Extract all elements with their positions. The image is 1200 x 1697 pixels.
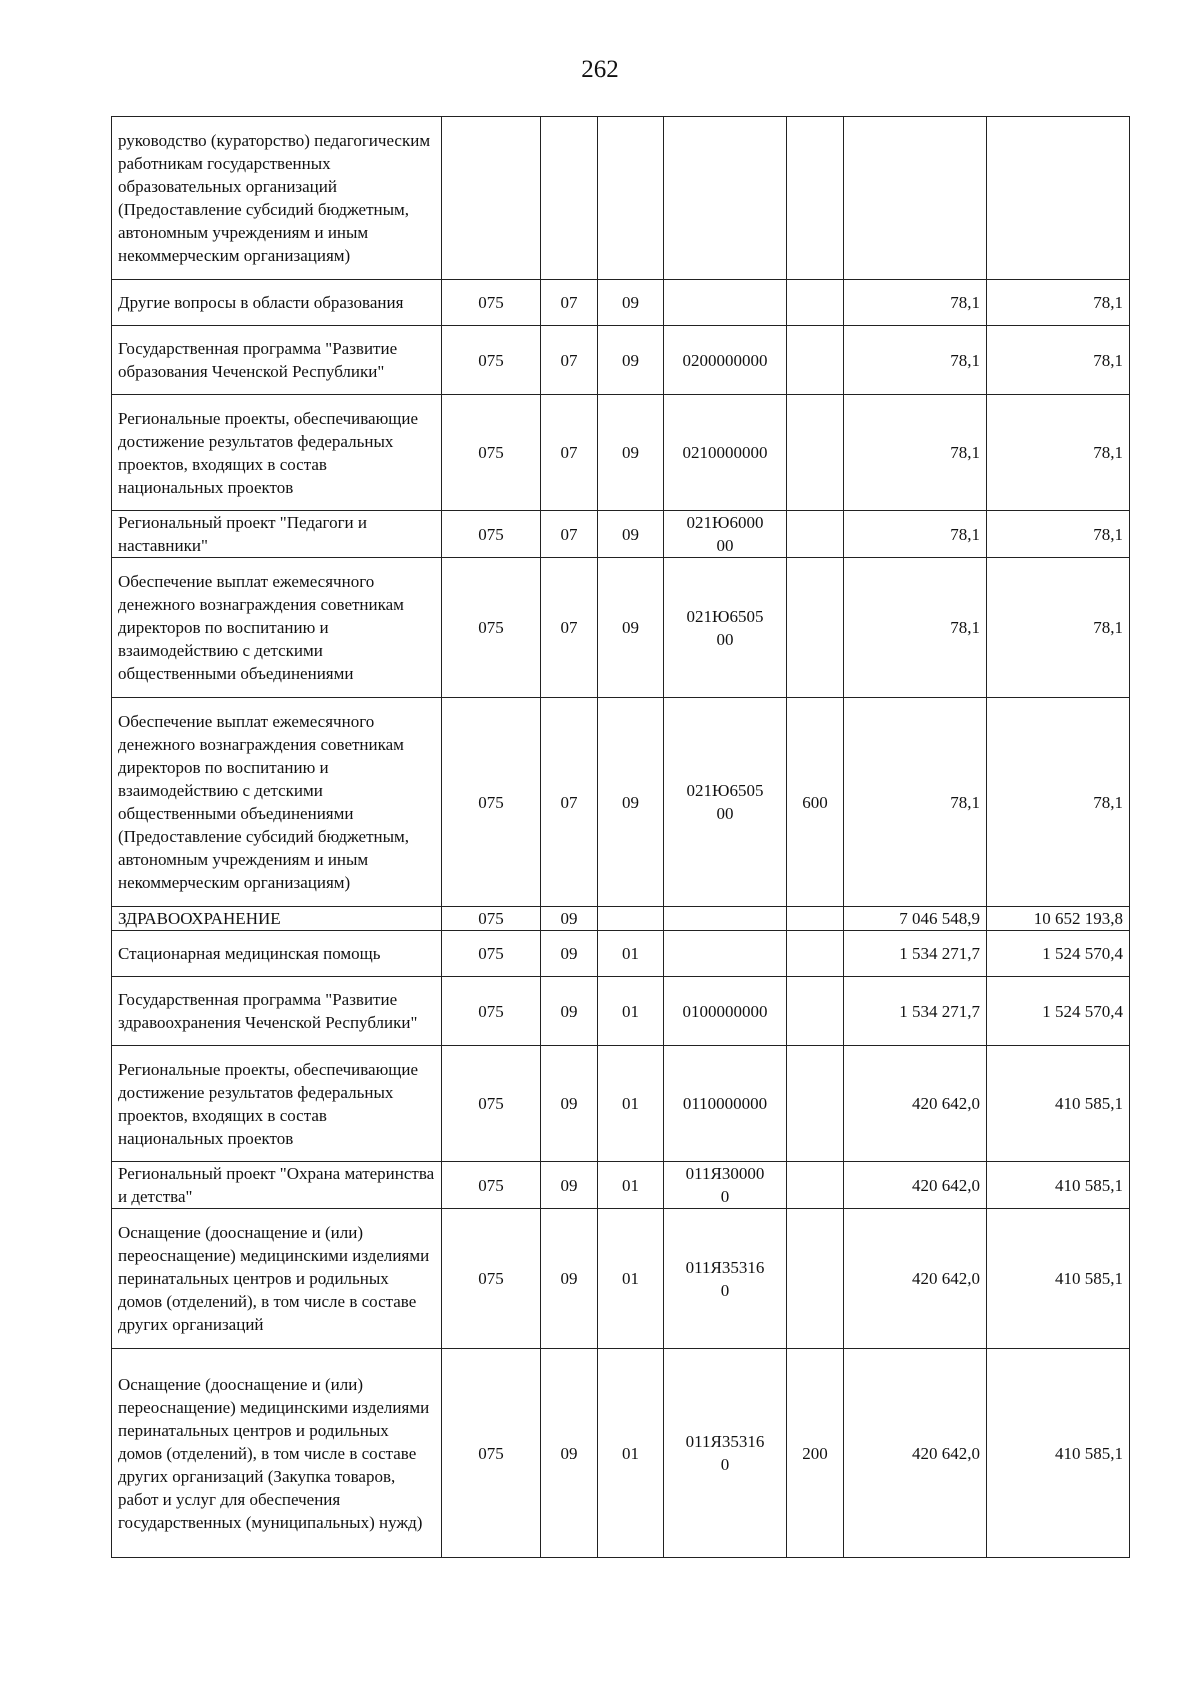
sum-year-2: 410 585,1 (987, 1349, 1130, 1558)
target-article-code-line-1: 0110000000 (682, 1094, 768, 1113)
table-row (112, 1349, 1130, 1558)
row-name: Обеспечение выплат ежемесячного денежного вознаграждения советникам директоров по воспитанию и взаимодействию с детскими общественными объединениями (Предоставление субсидий бюджетным, автономным учреждениям и иным некоммерческим организациям) (112, 698, 442, 907)
section-code: 07 (541, 326, 598, 395)
target-article-code-line-2: 0 (720, 1455, 730, 1474)
sum-year-1: 1 534 271,7 (844, 931, 987, 977)
subsection-code: 01 (598, 931, 664, 977)
section-code: 09 (541, 1162, 598, 1209)
sum-year-1 (844, 117, 987, 280)
row-name: Оснащение (дооснащение и (или) переоснащение) медицинскими изделиями перинатальных центров и родильных домов (отделений), в том числе в составе других организаций (Закупка товаров, работ и услуг для обеспечения государственных (муниципальных) нужд) (112, 1349, 442, 1558)
section-code: 07 (541, 280, 598, 326)
row-name: Стационарная медицинская помощь (112, 931, 442, 977)
ministry-code (442, 117, 541, 280)
section-code: 07 (541, 511, 598, 558)
sum-year-2: 78,1 (987, 280, 1130, 326)
row-name: Государственная программа "Развитие здравоохранения Чеченской Республики" (112, 977, 442, 1046)
section-code: 09 (541, 1209, 598, 1349)
row-name: ЗДРАВООХРАНЕНИЕ (112, 907, 442, 931)
expense-type-code (787, 511, 844, 558)
table-body (112, 117, 1130, 1558)
table-row (112, 977, 1130, 1046)
sum-year-1: 420 642,0 (844, 1209, 987, 1349)
row-name: Региональные проекты, обеспечивающие достижение результатов федеральных проектов, входящих в состав национальных проектов (112, 395, 442, 511)
sum-year-1: 420 642,0 (844, 1046, 987, 1162)
expense-type-code (787, 977, 844, 1046)
target-article-code-line-2: 00 (716, 536, 734, 555)
row-name: Оснащение (дооснащение и (или) переоснащение) медицинскими изделиями перинатальных центров и родильных домов (отделений), в том числе в составе других организаций (112, 1209, 442, 1349)
ministry-code: 075 (442, 931, 541, 977)
target-article-code (664, 117, 787, 280)
table-row (112, 931, 1130, 977)
table-row (112, 1162, 1130, 1209)
sum-year-1: 78,1 (844, 511, 987, 558)
expense-type-code (787, 931, 844, 977)
row-name: Региональные проекты, обеспечивающие достижение результатов федеральных проектов, входящих в состав национальных проектов (112, 1046, 442, 1162)
sum-year-2: 410 585,1 (987, 1209, 1130, 1349)
section-code: 09 (541, 907, 598, 931)
budget-table (111, 116, 1130, 1558)
sum-year-1: 78,1 (844, 395, 987, 511)
target-article-code (664, 326, 787, 395)
target-article-code-line-1: 0210000000 (682, 443, 768, 462)
section-code: 09 (541, 931, 598, 977)
sum-year-2: 78,1 (987, 511, 1130, 558)
subsection-code: 01 (598, 1162, 664, 1209)
subsection-code (598, 117, 664, 280)
expense-type-code (787, 558, 844, 698)
target-article-code-line-2: 00 (716, 804, 734, 823)
section-code: 07 (541, 395, 598, 511)
expense-type-code (787, 907, 844, 931)
target-article-code-line-1: 021Ю6505 (686, 781, 764, 800)
sum-year-1: 78,1 (844, 280, 987, 326)
subsection-code: 09 (598, 395, 664, 511)
ministry-code: 075 (442, 511, 541, 558)
target-article-code (664, 1162, 787, 1209)
expense-type-code (787, 1209, 844, 1349)
sum-year-1: 420 642,0 (844, 1162, 987, 1209)
target-article-code (664, 907, 787, 931)
ministry-code: 075 (442, 1046, 541, 1162)
ministry-code: 075 (442, 977, 541, 1046)
sum-year-2: 78,1 (987, 698, 1130, 907)
target-article-code-line-2: 00 (716, 629, 734, 649)
expense-type-code (787, 280, 844, 326)
expense-type-code (787, 1046, 844, 1162)
page-number: 262 (581, 56, 619, 83)
table-row (112, 395, 1130, 511)
ministry-code: 075 (442, 326, 541, 395)
section-code (541, 117, 598, 280)
target-article-code (664, 698, 787, 907)
row-name: Другие вопросы в области образования (112, 280, 442, 326)
sum-year-1: 7 046 548,9 (844, 907, 987, 931)
subsection-code: 09 (598, 558, 664, 698)
expense-type-code (787, 395, 844, 511)
sum-year-1: 78,1 (844, 326, 987, 395)
section-code: 09 (541, 977, 598, 1046)
target-article-code (664, 511, 787, 558)
target-article-code-line-1: 021Ю6000 (686, 513, 764, 532)
subsection-code: 09 (598, 698, 664, 907)
table-row (112, 280, 1130, 326)
row-name: Региональный проект "Охрана материнства и детства" (112, 1162, 442, 1209)
subsection-code (598, 907, 664, 931)
section-code: 09 (541, 1349, 598, 1558)
target-article-code-line-1: 0100000000 (682, 1001, 768, 1021)
target-article-code-line-1: 011Я35316 (685, 1432, 765, 1451)
target-article-code (664, 395, 787, 511)
target-article-code (664, 977, 787, 1046)
target-article-code-line-2: 0 (720, 1280, 730, 1300)
target-article-code (664, 931, 787, 977)
expense-type-code: 600 (787, 698, 844, 907)
subsection-code: 01 (598, 1349, 664, 1558)
target-article-code (664, 1209, 787, 1349)
ministry-code: 075 (442, 280, 541, 326)
sum-year-2: 78,1 (987, 558, 1130, 698)
ministry-code: 075 (442, 558, 541, 698)
target-article-code (664, 558, 787, 698)
section-code: 09 (541, 1046, 598, 1162)
ministry-code: 075 (442, 1209, 541, 1349)
target-article-code-line-1: 011Я30000 (685, 1164, 765, 1183)
subsection-code: 09 (598, 280, 664, 326)
target-article-code (664, 1046, 787, 1162)
sum-year-2: 78,1 (987, 326, 1130, 395)
sum-year-2 (987, 117, 1130, 280)
sum-year-1: 78,1 (844, 698, 987, 907)
expense-type-code: 200 (787, 1349, 844, 1558)
table-row (112, 511, 1130, 558)
table-row (112, 558, 1130, 698)
subsection-code: 01 (598, 977, 664, 1046)
row-name: Региональный проект "Педагоги и наставники" (112, 511, 442, 558)
ministry-code: 075 (442, 1349, 541, 1558)
table-row (112, 1209, 1130, 1349)
row-name: Обеспечение выплат ежемесячного денежного вознаграждения советникам директоров по воспитанию и взаимодействию с детскими общественными объединениями (112, 558, 442, 698)
row-name: Государственная программа "Развитие образования Чеченской Республики" (112, 326, 442, 395)
row-name: руководство (кураторство) педагогическим работникам государственных образовательных организаций (Предоставление субсидий бюджетным, автономным учреждениям и иным некоммерческим организациям) (112, 117, 442, 280)
sum-year-1: 420 642,0 (844, 1349, 987, 1558)
sum-year-2: 78,1 (987, 395, 1130, 511)
subsection-code: 01 (598, 1046, 664, 1162)
target-article-code (664, 1349, 787, 1558)
ministry-code: 075 (442, 907, 541, 931)
ministry-code: 075 (442, 1162, 541, 1209)
sum-year-1: 78,1 (844, 558, 987, 698)
table-row (112, 326, 1130, 395)
section-code: 07 (541, 558, 598, 698)
expense-type-code (787, 326, 844, 395)
table-row (112, 907, 1130, 931)
subsection-code: 09 (598, 511, 664, 558)
expense-type-code (787, 1162, 844, 1209)
subsection-code: 09 (598, 326, 664, 395)
sum-year-2: 1 524 570,4 (987, 977, 1130, 1046)
table-row (112, 117, 1130, 280)
ministry-code: 075 (442, 395, 541, 511)
sum-year-1: 1 534 271,7 (844, 977, 987, 1046)
sum-year-2: 410 585,1 (987, 1046, 1130, 1162)
sum-year-2: 1 524 570,4 (987, 931, 1130, 977)
expense-type-code (787, 117, 844, 280)
section-code: 07 (541, 698, 598, 907)
target-article-code-line-2: 0 (720, 1187, 730, 1206)
target-article-code (664, 280, 787, 326)
subsection-code: 01 (598, 1209, 664, 1349)
table-row (112, 698, 1130, 907)
sum-year-2: 10 652 193,8 (987, 907, 1130, 931)
ministry-code: 075 (442, 698, 541, 907)
table-row (112, 1046, 1130, 1162)
target-article-code-line-1: 011Я35316 (685, 1257, 765, 1277)
sum-year-2: 410 585,1 (987, 1162, 1130, 1209)
target-article-code-line-1: 021Ю6505 (686, 606, 764, 626)
target-article-code-line-1: 0200000000 (682, 350, 768, 370)
